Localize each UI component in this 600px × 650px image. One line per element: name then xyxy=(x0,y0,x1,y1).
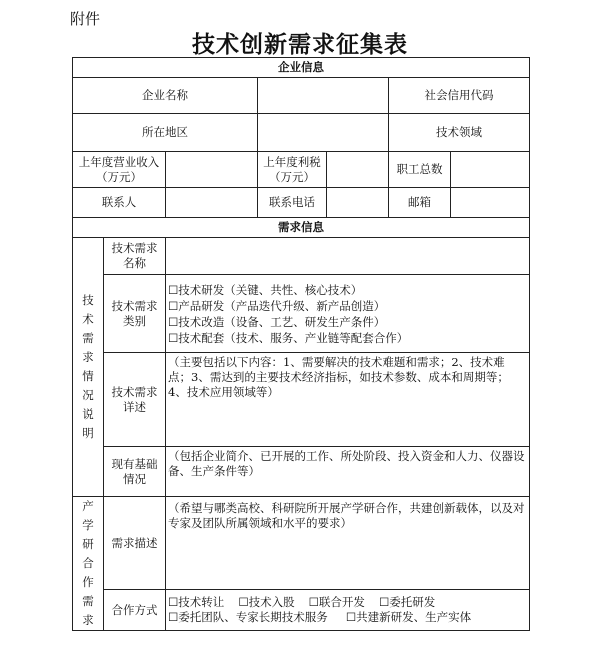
coop-group-label: 产学研合作需求 xyxy=(73,497,104,631)
email-label: 邮箱 xyxy=(389,188,451,218)
company-section-header: 企业信息 xyxy=(73,58,530,78)
phone-label: 联系电话 xyxy=(258,188,327,218)
basis-field[interactable]: （包括企业简介、已开展的工作、所处阶段、投入资金和人力、仪器设备、生产条件等） xyxy=(166,447,530,497)
attachment-label: 附件 xyxy=(70,10,101,28)
tech-field-label: 技术领域 xyxy=(389,114,530,152)
credit-code-label: 社会信用代码 xyxy=(389,78,530,114)
details-field[interactable]: （主要包括以下内容：1、需要解决的技术难题和需求；2、技术难点；3、需达到的主要技术经济指标，如技术参数、成本和周期等；4、技术应用领域等） xyxy=(166,353,530,447)
revenue-field[interactable] xyxy=(166,152,258,188)
type-option-support[interactable]: ☐技术配套（技术、服务、产业链等配套合作） xyxy=(168,330,409,345)
type-option-rd[interactable]: ☐技术研发（关键、共性、核心技术） xyxy=(168,282,363,297)
demand-type-options xyxy=(166,275,530,353)
type-option-product[interactable]: ☐产品研发（产品迭代升级、新产品创造） xyxy=(168,298,386,313)
coop-options xyxy=(166,590,530,631)
profit-tax-field[interactable] xyxy=(327,152,389,188)
location-field[interactable] xyxy=(258,114,389,152)
demand-section-header: 需求信息 xyxy=(73,218,530,238)
type-option-upgrade[interactable]: ☐技术改造（设备、工艺、研发生产条件） xyxy=(168,314,386,329)
employees-field[interactable] xyxy=(451,152,530,188)
desc-label: 需求描述 xyxy=(104,497,166,590)
demand-form-table xyxy=(72,57,530,631)
coop-option-commission[interactable]: ☐委托研发 xyxy=(378,595,436,610)
form-title: 技术创新需求征集表 xyxy=(192,31,408,58)
tech-demand-group-label: 技术需求情况说明 xyxy=(73,238,104,497)
basis-label: 现有基础情况 xyxy=(104,447,166,497)
coop-option-equity[interactable]: ☐技术入股 xyxy=(238,595,295,610)
revenue-label: 上年度营业收入（万元） xyxy=(73,152,166,188)
coop-option-transfer[interactable]: ☐技术转让 xyxy=(168,595,225,610)
company-name-field[interactable] xyxy=(258,78,389,114)
phone-field[interactable] xyxy=(327,188,389,218)
contact-field[interactable] xyxy=(166,188,258,218)
demand-name-label: 技术需求名称 xyxy=(104,238,166,275)
coop-option-new-entity[interactable]: ☐共建新研发、生产实体 xyxy=(345,610,472,625)
demand-name-field[interactable] xyxy=(166,238,530,275)
contact-label: 联系人 xyxy=(73,188,166,218)
profit-tax-label: 上年度利税（万元） xyxy=(258,152,327,188)
coop-option-joint[interactable]: ☐联合开发 xyxy=(308,595,365,610)
coop-label: 合作方式 xyxy=(104,590,166,631)
location-label: 所在地区 xyxy=(73,114,258,152)
demand-type-label: 技术需求类别 xyxy=(104,275,166,353)
company-name-label: 企业名称 xyxy=(73,78,258,114)
desc-field[interactable]: （希望与哪类高校、科研院所开展产学研合作，共建创新载体，以及对专家及团队所属领域和水平的要求） xyxy=(166,497,530,590)
details-label: 技术需求详述 xyxy=(104,353,166,447)
email-field[interactable] xyxy=(451,188,530,218)
coop-option-team-service[interactable]: ☐委托团队、专家长期技术服务 xyxy=(168,610,328,625)
employees-label: 职工总数 xyxy=(389,152,451,188)
